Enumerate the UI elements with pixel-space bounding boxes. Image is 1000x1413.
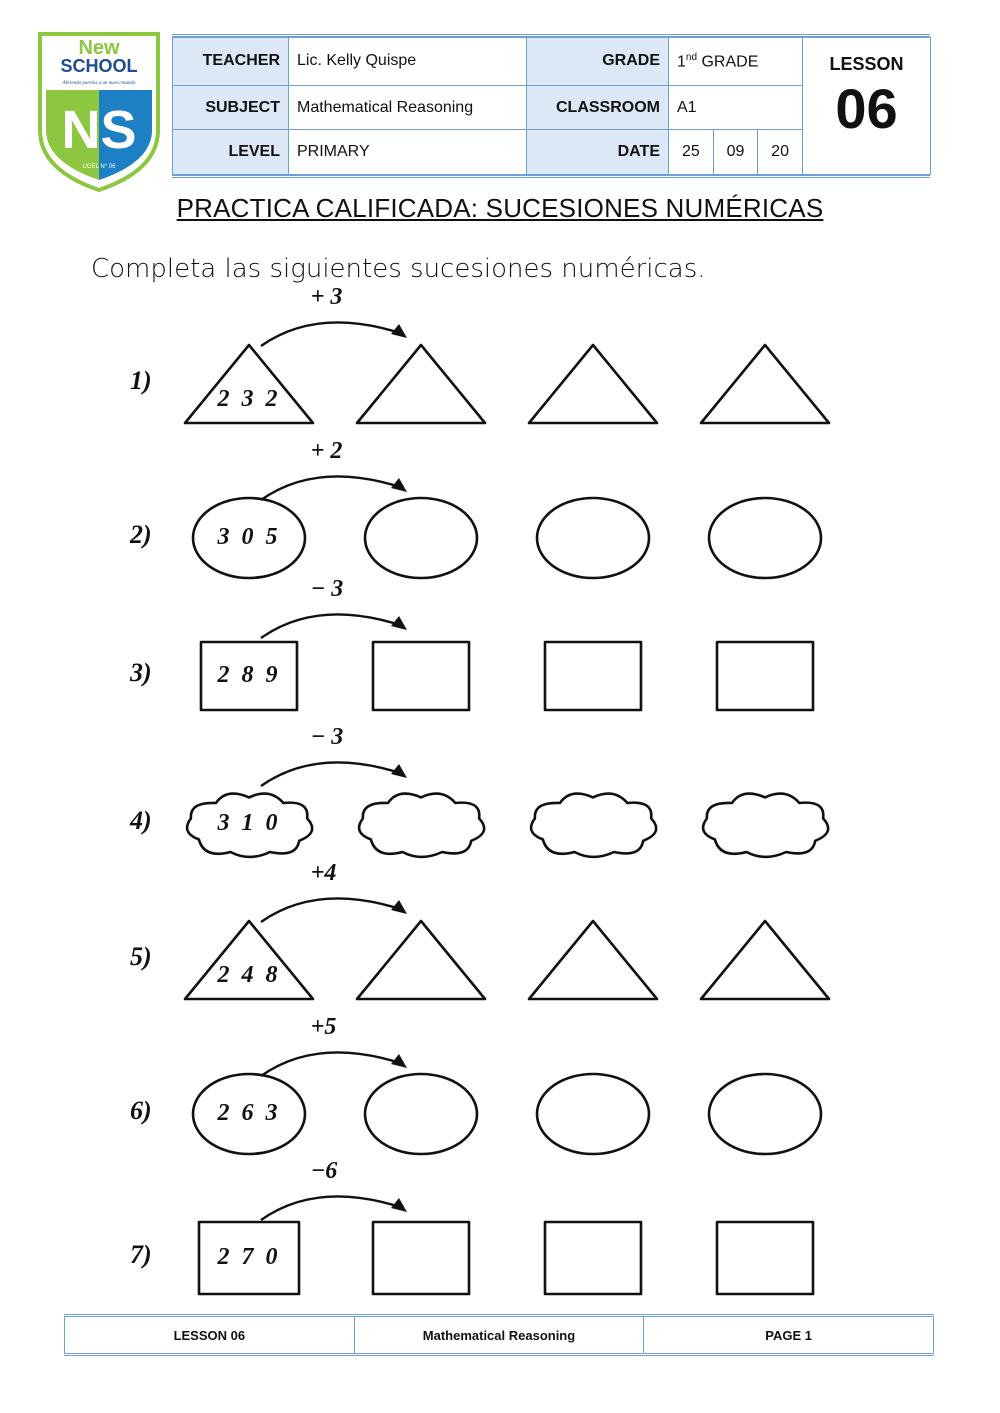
footer-page: PAGE 1 <box>644 1317 934 1353</box>
date-value <box>669 130 803 175</box>
grade-label: GRADE <box>527 38 669 86</box>
operation-label: − 3 <box>310 724 344 750</box>
teacher-value: Lic. Kelly Quispe <box>289 38 527 86</box>
header-table <box>172 34 930 178</box>
start-number: 3 1 0 <box>217 810 281 836</box>
start-number: 2 6 3 <box>217 1100 281 1126</box>
level-value: PRIMARY <box>289 130 527 175</box>
operation-label: +5 <box>310 1014 337 1040</box>
grade-value: 1nd GRADE <box>669 38 803 86</box>
operation-label: + 2 <box>310 438 343 464</box>
answer-shape-rectangle[interactable] <box>370 639 472 713</box>
exercise-label: 1) <box>130 366 152 395</box>
date-year: 20 <box>771 143 789 161</box>
school-logo <box>36 30 162 192</box>
logo-slogan: Abriendo puertas a un nuevo mundo <box>62 81 136 86</box>
answer-shape-ellipse[interactable] <box>706 1071 824 1157</box>
exercise-label: 7) <box>130 1240 152 1269</box>
sequence-arrow <box>261 746 441 796</box>
answer-shape-triangle[interactable] <box>526 918 660 1002</box>
classroom-label: CLASSROOM <box>527 85 669 130</box>
subject-label: SUBJECT <box>173 85 289 130</box>
classroom-value: A1 <box>669 85 803 130</box>
date-label: DATE <box>527 130 669 175</box>
start-number: 2 4 8 <box>217 962 281 988</box>
date-day: 25 <box>669 130 713 174</box>
sequence-arrow <box>261 882 441 932</box>
answer-shape-ellipse[interactable] <box>534 1071 652 1157</box>
lesson-label: LESSON <box>829 54 904 74</box>
answer-shape-cloud[interactable] <box>696 786 834 862</box>
start-number: 2 3 2 <box>217 386 281 412</box>
answer-shape-rectangle[interactable] <box>542 639 644 713</box>
operation-label: + 3 <box>310 284 343 310</box>
teacher-label: TEACHER <box>173 38 289 86</box>
sequence-arrow <box>261 598 441 648</box>
logo-brand-bottom: SCHOOL <box>60 56 138 76</box>
answer-shape-triangle[interactable] <box>698 342 832 426</box>
lesson-box <box>803 38 931 175</box>
answer-shape-ellipse[interactable] <box>706 495 824 581</box>
answer-shape-triangle[interactable] <box>698 918 832 1002</box>
footer-subject: Mathematical Reasoning <box>354 1317 644 1353</box>
logo-brand-top: New <box>78 37 120 59</box>
lesson-number: 06 <box>835 77 898 140</box>
start-number: 2 7 0 <box>217 1244 281 1270</box>
answer-shape-cloud[interactable] <box>524 786 662 862</box>
exercise-label: 6) <box>130 1096 152 1125</box>
sequence-arrow <box>261 460 441 510</box>
answer-shape-rectangle[interactable] <box>714 1219 816 1297</box>
level-label: LEVEL <box>173 130 289 175</box>
date-month: 09 <box>713 130 757 174</box>
answer-shape-cloud[interactable] <box>352 786 490 862</box>
exercise-label: 2) <box>130 520 152 549</box>
instruction-text: Completa las siguientes sucesiones numéricas. <box>91 254 706 284</box>
start-number: 2 8 9 <box>217 662 281 688</box>
logo-ugel: UGEL N° 06 <box>82 164 116 170</box>
answer-shape-rectangle[interactable] <box>370 1219 472 1297</box>
answer-shape-triangle[interactable] <box>526 342 660 426</box>
sequence-arrow <box>261 306 441 356</box>
exercise-label: 5) <box>130 942 152 971</box>
sequence-arrow <box>261 1180 441 1230</box>
page-title: PRACTICA CALIFICADA: SUCESIONES NUMÉRICAS <box>176 193 824 223</box>
subject-value: Mathematical Reasoning <box>289 85 527 130</box>
operation-label: − 3 <box>310 576 344 602</box>
answer-shape-rectangle[interactable] <box>714 639 816 713</box>
answer-shape-ellipse[interactable] <box>534 495 652 581</box>
sequence-arrow <box>261 1036 441 1086</box>
exercise-label: 4) <box>130 806 152 835</box>
footer-lesson: LESSON 06 <box>65 1317 355 1353</box>
logo-monogram: NS <box>61 100 137 160</box>
answer-shape-rectangle[interactable] <box>542 1219 644 1297</box>
start-number: 3 0 5 <box>217 524 281 550</box>
operation-label: −6 <box>310 1158 338 1184</box>
footer-table <box>64 1314 934 1356</box>
operation-label: +4 <box>310 860 337 886</box>
exercise-label: 3) <box>130 658 152 687</box>
